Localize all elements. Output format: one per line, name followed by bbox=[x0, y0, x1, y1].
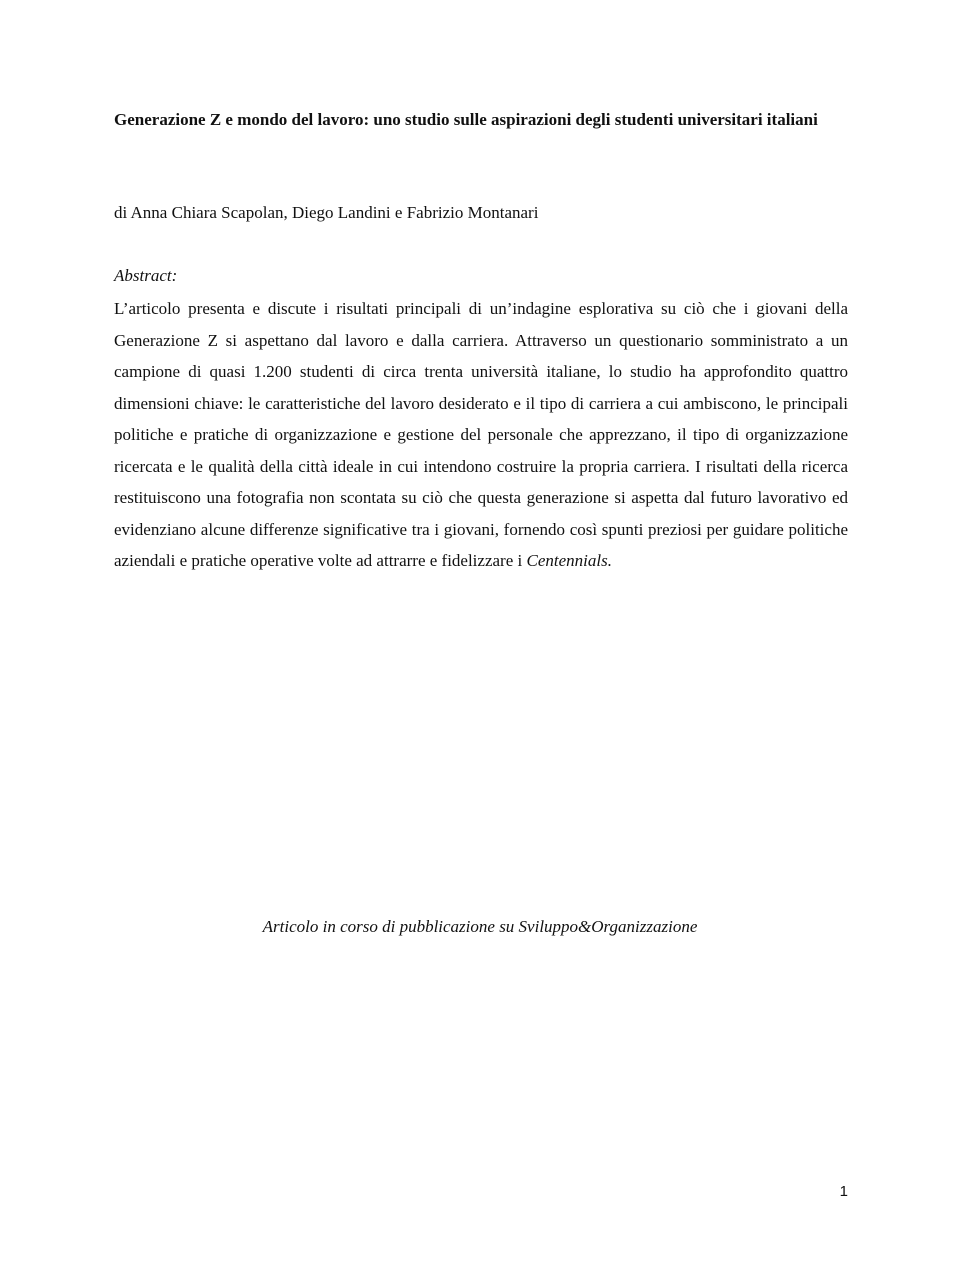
publication-note: Articolo in corso di pubblicazione su Sviluppo&Organizzazione bbox=[262, 917, 698, 936]
abstract-centennials: Centennials. bbox=[526, 551, 612, 570]
authors-line: di Anna Chiara Scapolan, Diego Landini e Fabrizio Montanari bbox=[114, 203, 539, 222]
abstract-label: Abstract: bbox=[114, 266, 178, 285]
page-number: 1 bbox=[839, 1183, 848, 1200]
abstract-body bbox=[114, 293, 848, 577]
paper-title: Generazione Z e mondo del lavoro: uno studio sulle aspirazioni degli studenti universitari italiani bbox=[114, 110, 818, 129]
abstract-text: L’articolo presenta e discute i risultati principali di un’indagine esplorativa su ciò che i giovani della Generazione Z si aspettano dal lavoro e dalla carriera. Attraverso un questionario somministrato a un campione di quasi 1.200 studenti di circa trenta università italiane, lo studio ha approfondito quattro dimensioni chiave: le caratteristiche del lavoro desiderato e il tipo di carriera a cui ambiscono, le principali politiche e pratiche di organizzazione e gestione del personale che apprezzano, il tipo di organizzazione ricercata e le qualità della città ideale in cui intendono costruire la propria carriera. I risultati della ricerca restituiscono una fotografia non scontata su ciò che questa generazione si aspetta dal futuro lavorativo ed evidenziano alcune differenze significative tra i giovani, fornendo così spunti preziosi per guidare politiche aziendali e pratiche operative volte ad attrarre e fidelizzare i bbox=[114, 299, 848, 570]
